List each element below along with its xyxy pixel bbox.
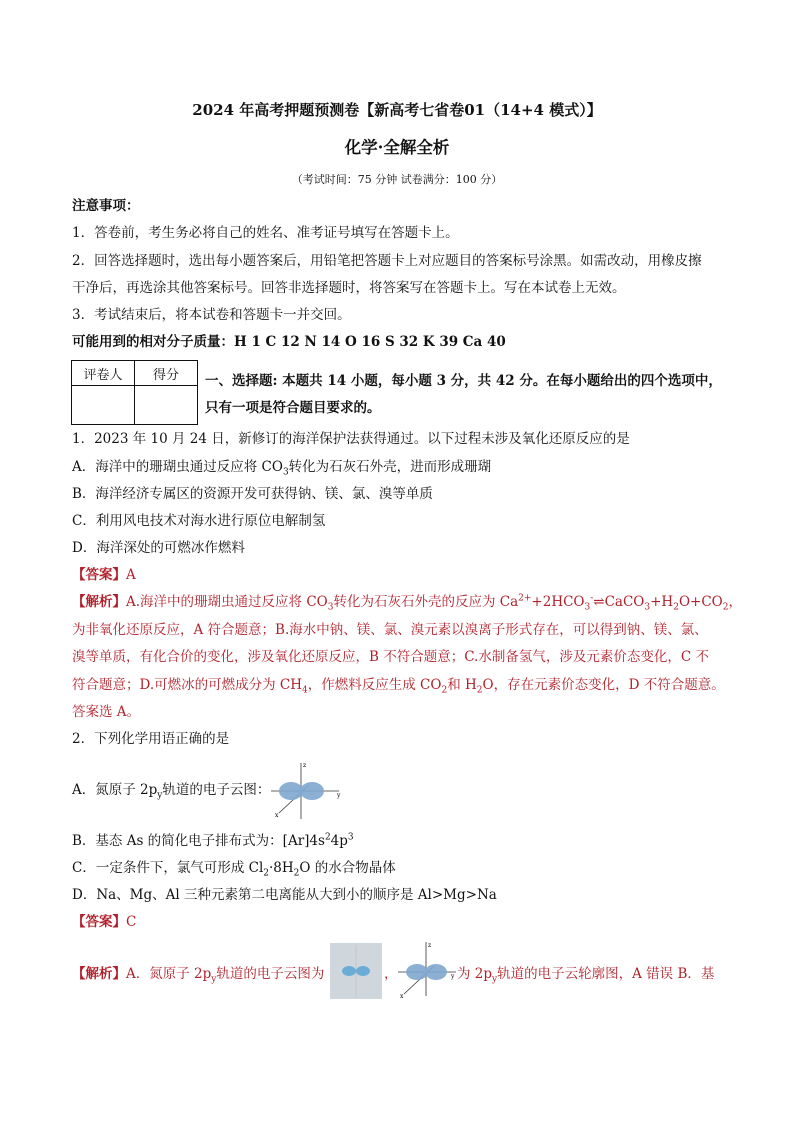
p-orbital-contour-diagram xyxy=(394,938,460,1000)
electron-cloud-image xyxy=(330,943,382,999)
note-2: 2．回答选择题时，选出每小题答案后，用铅笔把答题卡上对应题目的答案标号涂黑。如需改动，用橡皮擦 xyxy=(72,253,702,269)
q1-explanation-line5: 答案选 A。 xyxy=(72,704,141,720)
q2-stem: 2．下列化学用语正确的是 xyxy=(72,731,230,747)
axis-z-label: z xyxy=(303,762,307,769)
q1-option-a: A．海洋中的珊瑚虫通过反应将 $CO_3$转化为石灰石外壳，进而形成珊瑚 xyxy=(72,459,492,478)
notes-heading: 注意事项： xyxy=(72,198,140,214)
q2-answer: 【答案】C xyxy=(72,914,137,930)
note-3: 3．考试结束后，将本试卷和答题卡一并交回。 xyxy=(72,307,351,323)
q1-answer: 【答案】A xyxy=(72,567,136,583)
q2-explanation-part2: 为 $2p_y$轨道的电子云轮廓图，A 错误 B．基 xyxy=(457,966,715,985)
q1-explanation-line2: 为非氧化还原反应，A 符合题意；B.海水中钠、镁、氯、溴元素以溴离子形式存在，可以得到钠、镁、氯、 xyxy=(72,622,708,638)
q2-explanation-comma: ， xyxy=(384,966,398,982)
time-info: （考试时间：75 分钟 试卷满分：100 分） xyxy=(291,173,503,186)
score-header: 得分 xyxy=(135,361,198,386)
exam-title: 2024 年高考押题预测卷【新高考七省卷01（14+4 模式）】 xyxy=(192,101,602,119)
axis-y-label: y xyxy=(337,792,341,799)
axis-x-label: x xyxy=(275,812,279,819)
section-desc-line2: 只有一项是符合题目要求的。 xyxy=(205,400,381,416)
q1-explanation-line4: 符合题意；D.可燃冰的可燃成分为 $CH_4$，作燃料反应生成 $CO_2$和 $H_2O$，存在元素价态变化，D 不符合题意。 xyxy=(72,677,725,696)
score-cell xyxy=(135,386,198,425)
q1-explanation-line3: 溴等单质，有化合价的变化，涉及氧化还原反应，B 不符合题意；C.水制备氢气，涉及元素价态变化，C 不 xyxy=(72,649,709,665)
q1-stem: 1．2023 年 10 月 24 日，新修订的海洋保护法获得通过。以下过程未涉及氧化还原反应的是 xyxy=(72,431,630,447)
q2-option-a: A．氮原子 $2p_y$轨道的电子云图： xyxy=(72,782,271,801)
q1-option-b: B．海洋经济专属区的资源开发可获得钠、镁、氯、溴等单质 xyxy=(72,486,433,502)
q2-explanation-part1: 【解析】A．氮原子 $2p_y$轨道的电子云图为 xyxy=(72,966,325,985)
axis-x-label-2: x xyxy=(400,993,404,1000)
score-table xyxy=(71,360,198,425)
q1-option-c: C．利用风电技术对海水进行原位电解制氢 xyxy=(72,513,326,529)
q1-explanation-line1: 【解析】A.海洋中的珊瑚虫通过反应将 $CO_3$转化为石灰石外壳的反应为 $Ca^{2+}+2HCO_3^-\rightleftharpoons CaCO_3+H_2O+CO_2$， xyxy=(72,593,742,613)
section-desc-line1: 一、选择题: 本题共 14 小题，每小题 3 分，共 42 分。在每小题给出的四个选项中， xyxy=(205,373,722,389)
axis-y-label-2: y xyxy=(451,973,455,980)
q2-option-b: B．基态 As 的简化电子排布式为：$[Ar]4s^24p^3$ xyxy=(72,832,354,849)
q2-option-d: D．Na、Mg、Al 三种元素第二电离能从大到小的顺序是 Al>Mg>Na xyxy=(72,887,497,903)
q2-option-c: C．一定条件下，氯气可形成 $Cl_2\cdot 8H_2O$ 的水合物晶体 xyxy=(72,860,396,879)
note-1: 1．答卷前，考生务必将自己的姓名、准考证号填写在答题卡上。 xyxy=(72,225,459,241)
exam-subtitle: 化学·全解全析 xyxy=(344,138,450,157)
q1-option-d: D．海洋深处的可燃冰作燃料 xyxy=(72,540,245,556)
section-description xyxy=(205,368,725,422)
p-orbital-diagram xyxy=(265,757,345,823)
grader-header: 评卷人 xyxy=(72,361,135,386)
axis-z-label-2: z xyxy=(428,942,432,949)
molar-masses: 可能用到的相对分子质量：H 1 C 12 N 14 O 16 S 32 K 39 Ca 40 xyxy=(72,334,506,350)
grader-cell xyxy=(72,386,135,425)
note-2-cont: 干净后，再选涂其他答案标号。回答非选择题时，将答案写在答题卡上。写在本试卷上无效。 xyxy=(72,280,626,296)
